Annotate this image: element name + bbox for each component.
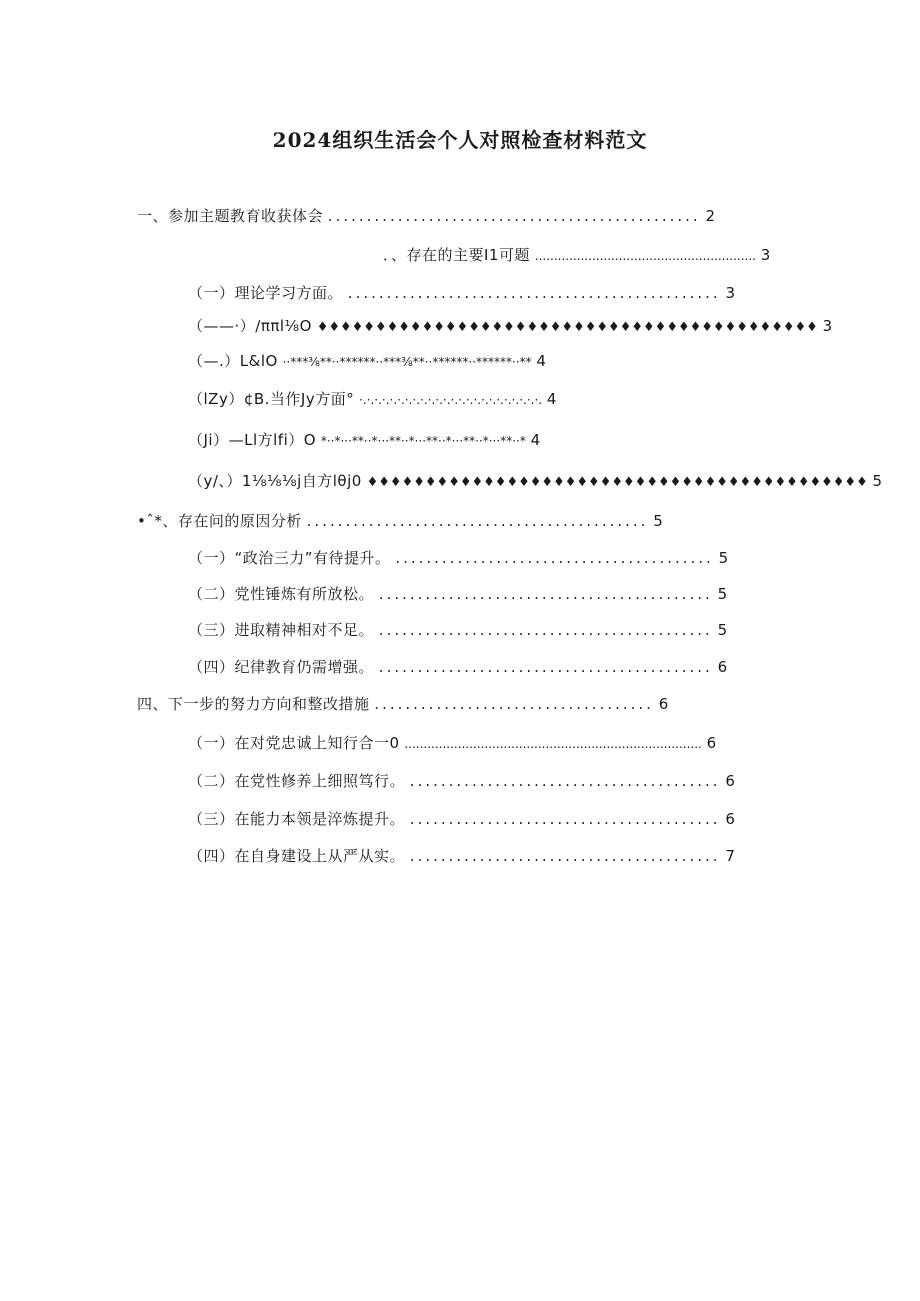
toc-entry[interactable] [188, 657, 727, 677]
toc-entry-text: （三）在能力本领是淬炼提升。 [188, 810, 406, 828]
toc-leader: .............................................................................. [404, 737, 702, 751]
toc-page-number: 7 [725, 847, 735, 865]
toc-entry-text: •ˆ*、存在问的原因分析 [137, 512, 302, 530]
toc-entry[interactable] [188, 584, 727, 604]
toc-entry-text: （四）在自身建设上从严从实。 [188, 847, 406, 865]
toc-page-number: 3 [822, 317, 833, 335]
toc-page-number: 4 [546, 390, 557, 408]
toc-leader: ........................................ [409, 810, 721, 828]
toc-entry-text: （一）理论学习方面。 [188, 284, 344, 302]
document-title: 2024组织生活会个人对照检查材料范文 [272, 128, 648, 152]
toc-page-number: 2 [705, 207, 715, 225]
toc-entry-text: （一）在对党忠诚上知行合一0 [188, 734, 400, 752]
toc-page-number: 6 [725, 772, 735, 790]
toc-entry-text: （一）“政治三力”有待提升。 [188, 549, 391, 567]
toc-page-number: 6 [658, 695, 669, 713]
toc-entry[interactable] [188, 316, 832, 338]
toc-leader: ........................................... [378, 621, 713, 639]
toc-entry[interactable] [188, 389, 556, 410]
toc-entry[interactable] [188, 771, 735, 791]
toc-page-number: 5 [717, 585, 728, 603]
toc-leader: .......................................................... [534, 249, 756, 263]
toc-entry-text: （——·）∕ππl⅛O [188, 317, 312, 335]
toc-entry-text: （lZy）¢B.当作Jy方面° [188, 390, 355, 408]
toc-entry[interactable] [137, 206, 715, 226]
toc-page-number: 3 [760, 246, 771, 264]
toc-entry-text: （—.）L&lO [188, 352, 278, 370]
toc-leader: ........................................... [378, 658, 713, 676]
toc-entry-text: （二）在党性修养上细照笃行。 [188, 772, 406, 790]
toc-page-number: 5 [718, 549, 729, 567]
toc-entry-text: 四、下一步的努力方向和整改措施 [137, 695, 370, 713]
toc-entry[interactable] [188, 733, 716, 754]
toc-entry-text: （二）党性锤炼有所放松。 [188, 585, 375, 603]
toc-page-number: 4 [536, 352, 546, 370]
toc-page-number: 5 [872, 472, 883, 490]
toc-entry-text: （y/、）1⅛⅛⅛j自方lθj0 [188, 472, 362, 490]
toc-leader: *··*···**··*···**··*···**··*···**··*···**··* [320, 434, 526, 448]
toc-page-number: 6 [717, 658, 728, 676]
toc-leader: ♦♦♦♦♦♦♦♦♦♦♦♦♦♦♦♦♦♦♦♦♦♦♦♦♦♦♦♦♦♦♦♦♦♦♦♦♦♦♦♦♦♦♦ [316, 320, 818, 335]
toc-leader: ........................................ [409, 772, 721, 790]
toc-entry-text: （四）纪律教育仍需增强。 [188, 658, 375, 676]
toc-page-number: 5 [653, 512, 663, 530]
toc-page-number: 5 [717, 621, 728, 639]
toc-entry[interactable] [188, 809, 735, 829]
toc-page-number: 4 [530, 431, 541, 449]
toc-entry[interactable] [137, 694, 668, 714]
toc-entry-text: ．、存在的主要I1可题 [383, 246, 530, 264]
toc-entry[interactable] [188, 846, 735, 866]
toc-entry[interactable] [383, 245, 770, 266]
toc-leader: ·.·.·.·.·.·.·.·.·.·.·.·.·.·.·.·.·.·.·.·.·.·.·.·. [359, 393, 543, 407]
toc-leader: ........................................... [378, 585, 713, 603]
toc-entry[interactable] [188, 471, 882, 493]
toc-leader: ......................................... [395, 549, 714, 567]
toc-entry[interactable] [137, 511, 663, 531]
toc-leader: ............................................ [306, 512, 649, 530]
toc-entry-text: 一、参加主题教育收获体会 [137, 207, 324, 225]
toc-entry[interactable] [188, 351, 546, 372]
toc-page-number: 6 [706, 734, 717, 752]
toc-leader: ........................................ [409, 847, 721, 865]
toc-leader: .................................... [374, 695, 654, 713]
toc-leader: ··***⅜**··******··***⅜**··******··******··** [282, 355, 532, 369]
toc-leader: ................................................ [347, 284, 721, 302]
toc-page-number: 3 [725, 284, 735, 302]
toc-leader: ................................................ [327, 207, 701, 225]
toc-entry[interactable] [188, 283, 735, 303]
toc-entry[interactable] [188, 430, 540, 451]
toc-entry-text: （三）进取精神相对不足。 [188, 621, 375, 639]
toc-entry-text: （Ji）—Ll方lfi）O [188, 431, 317, 449]
toc-page-number: 6 [725, 810, 735, 828]
toc-entry[interactable] [188, 548, 728, 568]
toc-leader: ♦♦♦♦♦♦♦♦♦♦♦♦♦♦♦♦♦♦♦♦♦♦♦♦♦♦♦♦♦♦♦♦♦♦♦♦♦♦♦♦♦♦♦ [366, 475, 868, 490]
toc-entry[interactable] [188, 620, 727, 640]
